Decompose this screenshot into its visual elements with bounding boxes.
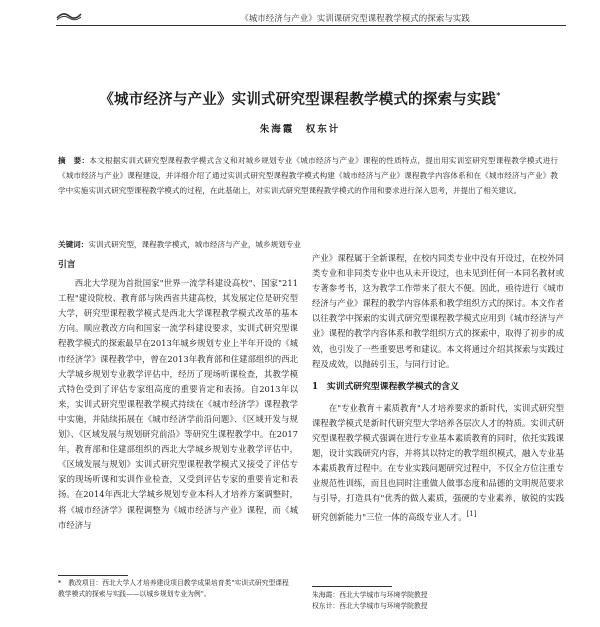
author-info-line: 朱海霞：西北大学城市与环境学院教授 — [312, 591, 428, 599]
section1-paragraph — [312, 401, 564, 525]
citation-mark: [1] — [466, 509, 477, 518]
abstract-text: 本文根据实训式研究型课程教学模式含义和对城乡规划专业《城市经济与产业》课程的性质特点，提出用实训室研究型课程教学模式进行《城市经济与产业》课程建设，并详细介绍了通过实训式研究型课程教学模式构建《城市经济与产业》课程教学内容体系和在《城市经济与产业》教学中实施实训式研究型课程教学模式的过程，在此基础上，对实训式研究型课程教学模式的作用和要求进行深入思考，并提出了相关建议。 — [58, 156, 558, 195]
intro-paragraph: 西北大学现为首批国家"世界一流学科建设高校"、国家"211工程"建设院校、教育部与陕西省共建高校，其发展定位是研究型大学，研究型课程教学模式是西北大学课程教学模式改革的基本方向。顺应教改方向和国家一流学科建设要求，实训式研究型课程教学模式的探索最早在2013年城乡规划专业上半年开设的《城市经济学》课程教学中，曾在2013年教育部和住建部组织的西北大学城乡规划专业教学评估中，经历了现场听课检查，其教学模式特色受到了评估专家组高度的重要肯定和表扬。自2013年以来，实训式研究型课程教学模式持续在《城市经济学》课程教学中实施，并陆续拓展在《城市经济学前沿问题》、《区域开发与规划》、《区域发展与规划研究前沿》等研究生课程教学中。在2017年，教育部和住建部组织的西北大学城乡规划专业教学评估中，《区域发展与规划》实训式研究型课程教学模式又接受了评估专家的现场听课和实训作业检查，又受到评估专家的重要肯定和表扬。在2014年西北大学城乡规划专业本科人才培养方案调整时，将《城市经济学》课程调整为《城市经济与产业》课程，而《城市经济与 — [58, 278, 298, 530]
keywords-text: 实训式研究型，课程教学模式，城市经济与产业，城乡规划专业 — [88, 240, 301, 249]
footnote-text: 教改项目：西北大学人才培养建设项目教学成果培育类"实训式研究型课程教学模式的探索与实践——以城乡规划专业为例"。 — [58, 579, 289, 598]
journal-logo-wave-icon — [56, 10, 82, 22]
keywords — [58, 238, 558, 251]
footnote — [58, 578, 293, 600]
article-title — [30, 88, 570, 109]
body-column-right — [312, 251, 564, 524]
abstract-label: 摘 要： — [58, 156, 90, 165]
intro-heading: 引言 — [58, 260, 76, 270]
title-footnote-mark: * — [496, 90, 501, 101]
footnote-mark: * — [58, 579, 62, 587]
section1-paragraph-text: 在"专业教育＋素质教育"人才培养要求的新时代，实训式研究型课程教学模式是新时代研究型大学培养各层次人才的特质。实训式研究型课程教学模式强调在进行专业基本素质教育的同时，依托实践课题，设计实践研究内容，并将其以特定的教学组织模式，融入专业基本素质教育过程中。在专业实践问题研究过程中，不仅全方位注重专业规范性训练，而且也同时注重做人做事态度和品德的文明规范要求与引导，打造具有"优秀的做人素质，强硬的专业素养，敏锐的实践研究创新能力"三位一体的高级专业人才。 — [312, 402, 564, 522]
article-authors: 朱海霞 权东计 — [259, 124, 341, 135]
body-column-left — [58, 258, 298, 533]
intro-paragraph-continued: 产业》课程属于全新课程，在校内同类专业中没有开设过，在校外同类专业和非同类专业中也从未开设过，也未见到任何一本同名教材或专著参考书，这为教学工作带来了很大不便。因此，亟待进行《城市经济与产业》课程的教学内容体系和教学组织方式的探讨。本文作者以往教学中探索的实训式研究型课程教学模式应用到《城市经济与产业》课程的教学内容体系和教学组织方式的探索中，取得了初步的成效，也引发了一些重要思考和建议。本文将通过介绍其探索与实践过程及成效，以抛砖引玉，与同行讨论。 — [312, 253, 564, 369]
footnote-rule — [58, 575, 128, 576]
keywords-label: 关键词： — [58, 240, 89, 249]
section1-heading: 1 实训式研究型课程教学模式的含义 — [312, 381, 459, 392]
header-rule — [56, 25, 566, 26]
abstract — [58, 154, 558, 198]
author-info — [312, 590, 562, 612]
running-head: 《城市经济与产业》实训课研究型课程教学模式的探索与实践 — [240, 14, 470, 24]
article-title-text: 《城市经济与产业》实训式研究型课程教学模式的探索与实践 — [99, 91, 497, 108]
author-info-line: 权东计：西北大学城市与环境学院教授 — [312, 602, 428, 610]
author-info-rule — [312, 586, 392, 587]
